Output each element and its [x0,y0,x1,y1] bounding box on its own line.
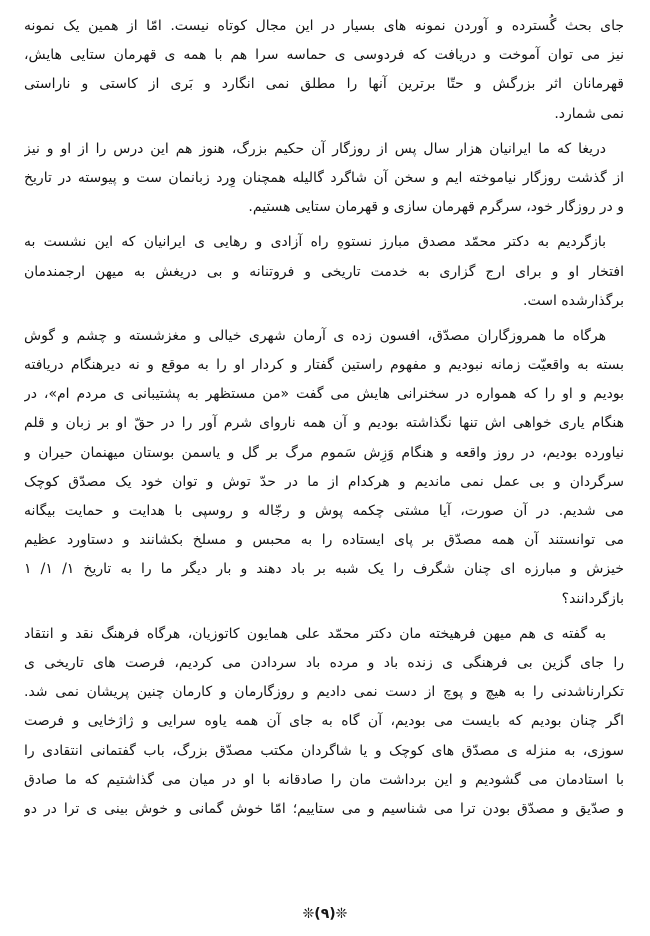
text-line: نمی شمارد. [554,105,624,122]
paragraph-3 [24,228,624,316]
text-line: قهرمانان اثر بزرگش و حتّا برترین آنها را مطلق نمی انگارد و بَری از کاستی و ناراستی [24,76,624,93]
text-line: و در روزگار خود، سرگرم قهرمان سازی و قهرمان ستایی هستیم. [248,199,624,216]
text-line: دریغا که ما ایرانیان هزار سال پس از روزگار آن حکیم بزرگ، هنوز هم این درس را از او و نیز [24,140,606,157]
paragraph-2 [24,135,624,223]
text-line: می توانستند آن همه مصدّق بر پای ایستاده را به محبس و مسلخ بکشانند و دستاورد عظیم [24,532,624,549]
page-number: ❊(۹)❊ [302,906,348,922]
text-line: برگذارشده است. [523,292,624,309]
text-line: اگر چنان بودیم که بایست می بودیم، آن گاه به جای آن همه یاوه سرایی و ژاژخایی و فرصت [24,713,624,730]
text-line: افتخار او و برای ارج گزاری به خدمت تاریخی و فروتنانه و بی دریغش به میهن ارجمندمان [24,263,624,280]
text-line: بازگردانند؟ [561,590,624,607]
text-line: سوزی، به منزله ی مصدّق های کوچک و یا شاگردان مکتب مصدّق بزرگ، باب گفتمانی انتقادی را [24,742,624,759]
text-line: بازگردیم به دکتر محمّد مصدق مبارز نستوهِ راه آزادی و رهایی ی ایرانیان که این نشست به [24,234,606,251]
text-line: و صدّیق و مصدّق بودن ترا می شناسیم و می ستاییم؛ امّا خوش گمانی و خوش بینی ی ترا در دو [24,800,624,817]
text-line: بسته به واقعیّت زمانه نبودیم و مفهوم راستین گفتار و کردار او را به موقع و نه دیرهنگام دریافته [24,357,624,374]
text-line: بودیم و او را که همواره در سخنرانی هایش می گفت «من مستظهر به پشتیبانی ی مردم ام»، در [24,386,624,403]
text-line: با استادمان می گشودیم و این برداشت مان را صادقانه با او در میان می گذاشتیم که ما صادق [24,771,624,788]
paragraph-1 [24,12,624,129]
text-line: نیاورده بودیم، در روز واقعه و هنگام وَزِش سَموم مرگ بر گل و یاسمن بوستان میهنمان حیران و [24,444,624,461]
text-line: به گفته ی هم میهن فرهیخته مان دکتر محمّد علی همایون کاتوزیان، هرگاه فرهنگ نقد و انتقاد [24,625,606,642]
paragraph-5 [24,620,624,824]
text-line: از گذشت روزگار نیاموخته ایم و سخن آن شاگرد گالیله همچنان وِرد زبانمان ست و پیوسته در تاریخ [24,169,624,186]
text-line: نیز می توان آموخت و دریافت که فردوسی ی حماسه سرا هم با همه ی قهرمان ستایی هایش، [24,47,624,64]
text-line: سرگردان و بی عمل نمی ماندیم و هرکدام از ما در حدّ توش و توان خود یک مصدّق کوچک [24,473,624,490]
text-line: می شدیم. در آن صورت، آیا مشتی چکمه پوش و رجّاله و روسپی با هدایت و حمایت بیگانه [24,503,624,519]
text-line: خیزش و مبارزه ای چنان شگرف را یک شبه بر باد دهند و بار دیگر ما را به تاریخ ۱/ ۱/ ۱ [24,561,624,578]
text-line: تکرارناشدنی را به هیچ و پوچ از دست نمی دادیم و روزگارمان و کارمان چنین پریشان نمی شد. [24,684,624,701]
text-line: جای بحث گُسترده و آوردن نمونه های بسیار در این مجال کوتاه نیست. امّا از همین یک نمونه [24,18,624,34]
text-line: هنگام یاری خواهی اش تنها نگذاشته بودیم و آن همه ناروای شرم آور را در حقّ او بر زبان و قلم [24,415,624,432]
text-line: هرگاه ما همروزگاران مصدّق، افسون زده ی آرمان شهری خیالی و مغزشسته و چشم و گوش [24,327,606,344]
paragraph-4 [24,322,624,614]
text-line: را جای گزین بی فرهنگی ی زنده باد و مرده باد سردادن می کردیم، فرصت های تاریخی ی [24,654,624,671]
